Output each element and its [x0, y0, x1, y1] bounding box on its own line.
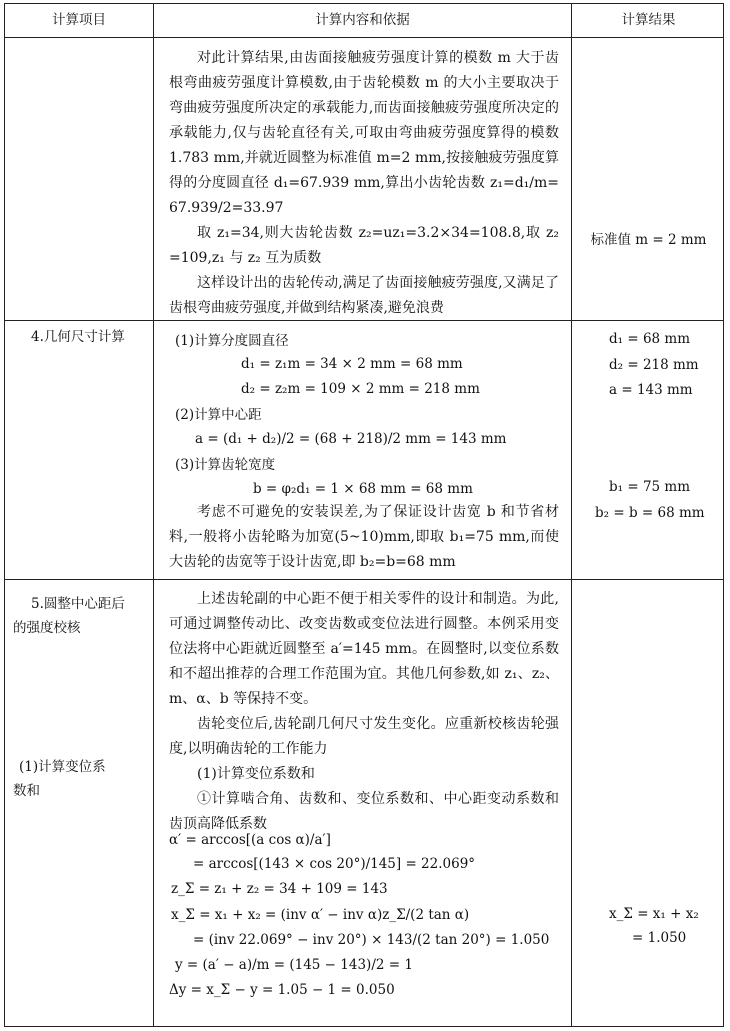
row2-paragraph: [169, 500, 559, 575]
row2-step-3: (3)计算齿轮宽度: [175, 457, 276, 473]
row2-eq-d2: d₂ = z₂m = 109 × 2 mm = 218 mm: [241, 381, 480, 397]
row2-result-b2: b₂ = b = 68 mm: [595, 505, 705, 521]
row1-paragraph-3: 这样设计出的齿轮传动,满足了齿面接触疲劳强度,又满足了齿根弯曲疲劳强度,并做到结构紧凑,避免浪费: [169, 275, 559, 316]
row2-step-2: (2)计算中心距: [175, 407, 262, 423]
row2-item: 4.几何尺寸计算: [31, 329, 125, 345]
row3-eq-xsum: x_Σ = x₁ + x₂ = (inv α′ − inv α)z_Σ/(2 tan α): [171, 907, 470, 923]
row3-subitem-line1: (1)计算变位系: [19, 759, 106, 775]
header-content: 计算内容和依据: [315, 12, 410, 28]
calculation-table: [4, 3, 724, 1027]
row3-eq-delta-y: Δy = x_Σ − y = 1.05 − 1 = 0.050: [169, 982, 395, 998]
row3-content: [169, 587, 559, 837]
header-divider: [5, 37, 723, 38]
row-divider-2: [5, 579, 723, 580]
header-result: 计算结果: [621, 12, 676, 28]
header-item: 计算项目: [52, 12, 106, 28]
row1-paragraph-2: 取 z₁=34,则大齿轮齿数 z₂=uz₁=3.2×34=108.8,取 z₂=109,z₁ 与 z₂ 互为质数: [169, 225, 559, 266]
row2-step-1: (1)计算分度圆直径: [175, 333, 289, 349]
column-divider-2: [571, 4, 572, 1026]
row3-eq-alpha: α′ = arccos[(a cos α)/a′]: [169, 832, 331, 848]
row3-eq-y: y = (a′ − a)/m = (145 − 143)/2 = 1: [175, 957, 413, 973]
column-divider-1: [153, 4, 154, 1026]
row3-eq-xsum-value: = (inv 22.069° − inv 20°) × 143/(2 tan 20°) = 1.050: [193, 932, 550, 948]
row3-item-line1: 5.圆整中心距后: [31, 596, 125, 612]
row3-result-line2: = 1.050: [632, 930, 687, 946]
row3-item-line2: 的强度校核: [13, 620, 81, 636]
row3-paragraph-2: 齿轮变位后,齿轮副几何尺寸发生变化。应重新校核齿轮强度,以明确齿轮的工作能力: [169, 716, 559, 757]
row1-paragraph-1: 对此计算结果,由齿面接触疲劳强度计算的模数 m 大于齿根弯曲疲劳强度计算模数,由于齿轮模数 m 的大小主要取决于弯曲疲劳强度所决定的承载能力,而齿面接触疲劳强度所决定的承载能力,仅与齿轮直径有关,可取由弯曲疲劳强度算得的模数 1.783 mm,并就近圆整为标准值 m=2 mm,按接触疲劳强度算得的分度圆直径 d₁=67.939 mm,算出小齿轮齿数 z₁=d₁/m=67.939/2=33.97: [169, 50, 559, 216]
row2-eq-d1: d₁ = z₁m = 34 × 2 mm = 68 mm: [241, 356, 463, 372]
row2-eq-b: b = φ₂d₁ = 1 × 68 mm = 68 mm: [253, 481, 473, 497]
row3-paragraph-3: ①计算啮合角、齿数和、变位系数和、中心距变动系数和齿顶高降低系数: [169, 791, 559, 832]
row3-step-1: (1)计算变位系数和: [197, 766, 315, 782]
row1-content: [169, 46, 559, 321]
row2-result-a: a = 143 mm: [609, 382, 693, 398]
row3-result-line1: x_Σ = x₁ + x₂: [609, 906, 699, 922]
row2-result-d2: d₂ = 218 mm: [609, 357, 699, 373]
row2-eq-a: a = (d₁ + d₂)/2 = (68 + 218)/2 mm = 143 mm: [195, 431, 507, 447]
row3-paragraph-1: 上述齿轮副的中心距不便于相关零件的设计和制造。为此,可通过调整传动比、改变齿数或变位法进行圆整。本例采用变位法将中心距就近圆整至 a′=145 mm。在圆整时,以变位系数和不超出推荐的合理工作范围为宜。其他几何参数,如 z₁、z₂、m、α、b 等保持不变。: [169, 591, 559, 707]
row2-paragraph-text: 考虑不可避免的安装误差,为了保证设计齿宽 b 和节省材料,一般将小齿轮略为加宽(5~10)mm,即取 b₁=75 mm,而使大齿轮的齿宽等于设计齿宽,即 b₂=b=68 mm: [169, 504, 559, 570]
row1-result: 标准值 m = 2 mm: [590, 232, 707, 248]
row3-eq-alpha-value: = arccos[(143 × cos 20°)/145] = 22.069°: [193, 856, 476, 872]
row3-eq-zsum: z_Σ = z₁ + z₂ = 34 + 109 = 143: [171, 881, 388, 897]
row2-result-d1: d₁ = 68 mm: [609, 331, 691, 347]
row2-result-b1: b₁ = 75 mm: [609, 479, 691, 495]
row3-subitem-line2: 数和: [13, 783, 40, 799]
